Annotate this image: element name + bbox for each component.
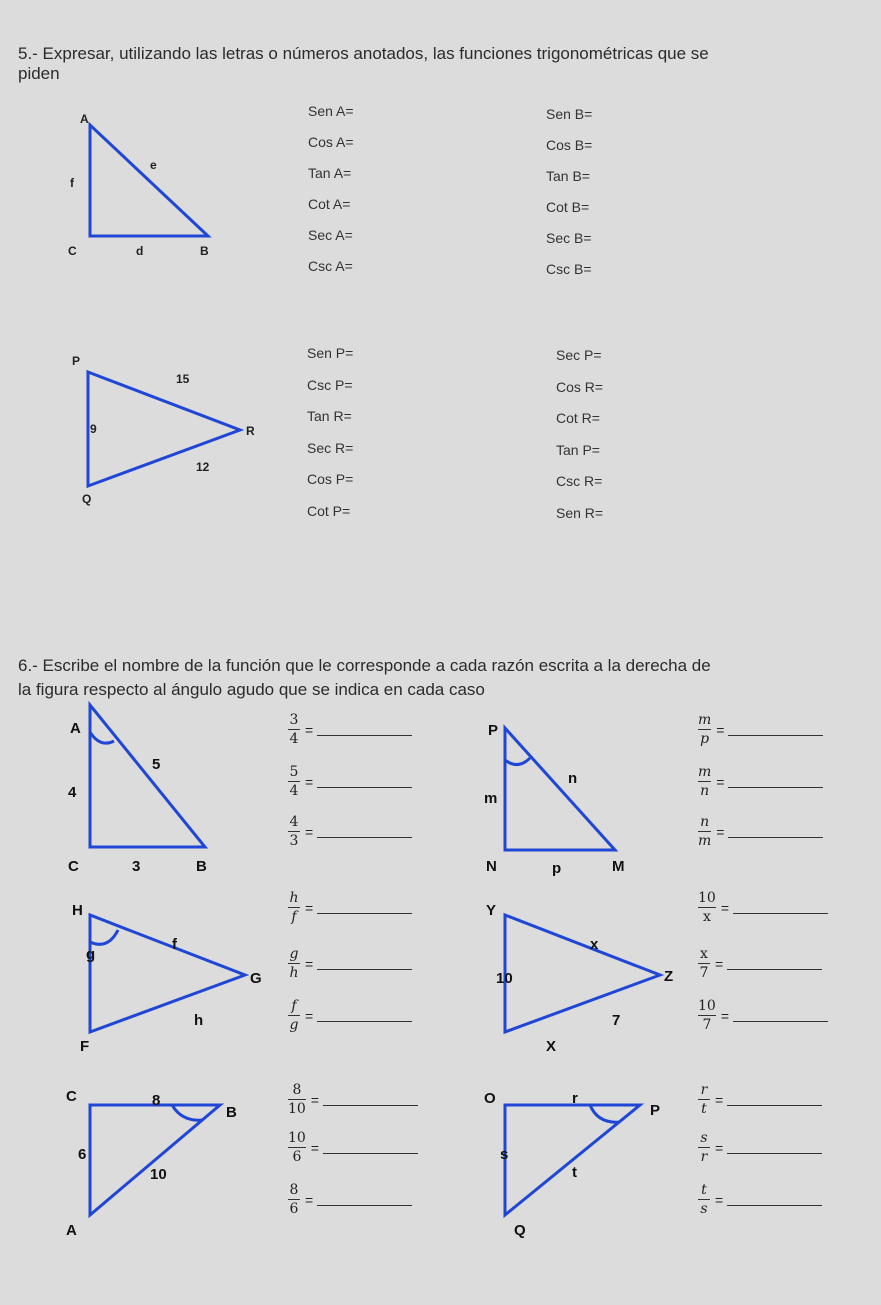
answer-blank[interactable] [727,1141,822,1154]
fraction [288,1182,300,1217]
t4-vertex-x: X [546,1038,557,1055]
fraction-bar [288,729,300,730]
eq-tan-p: Tan P= [556,441,600,458]
fraction-bar [698,1147,710,1148]
fraction [288,1130,306,1165]
numerator: r [700,1082,708,1098]
fraction-bar [698,831,711,832]
denominator: x [702,909,711,925]
numerator: 5 [289,764,299,780]
eq-sen-r: Sen R= [556,504,604,521]
t5-vertex-b: B [226,1104,237,1121]
side-f: f [70,176,74,190]
equals-sign: = [715,955,724,972]
equals-sign: = [305,955,314,972]
t4-ratio-2 [698,946,822,981]
fraction [698,712,711,747]
t2-ratio-1 [698,712,823,747]
denominator: t [701,1101,707,1117]
numerator: g [289,946,299,962]
t5-top: 8 [152,1092,161,1109]
equals-sign: = [720,899,730,916]
denominator: 7 [702,1017,712,1033]
vertex-b: B [200,244,209,258]
eq-cot-p: Cot P= [307,502,351,519]
t3-hyp: f [172,936,177,953]
denominator: m [698,833,712,849]
equals-sign: = [715,1191,724,1208]
t1-hyp: 5 [152,756,161,773]
answer-blank[interactable] [733,1009,828,1022]
eq-sen-b: Sen B= [546,106,593,122]
t2-vertex-n: N [486,858,497,875]
numerator: 3 [289,712,299,728]
t3-ratio-1 [288,890,412,925]
t4-hyp: x [590,936,599,953]
vertex-p: P [72,354,81,368]
t1-vertex-b: B [196,858,207,875]
numerator: 10 [698,998,716,1014]
fraction-bar [698,1099,710,1100]
fraction-bar [288,831,300,832]
q5-title-line1: 5.- Expresar, utilizando las letras o números anotados, las funciones trigonométricas que se [18,44,709,63]
t6-top: r [572,1090,578,1107]
t3-vertex-h: H [72,902,83,919]
answer-blank[interactable] [733,901,828,914]
denominator: 7 [699,965,709,981]
answer-blank[interactable] [317,901,412,914]
t6-hyp: t [572,1164,577,1181]
t6-vertex-q: Q [514,1222,526,1239]
fraction-bar [288,1147,306,1148]
t4-ratio-1 [698,890,828,925]
eq-sec-a: Sec A= [308,227,353,243]
fraction [698,1082,710,1117]
t2-vertex-m: M [612,858,625,875]
fraction [698,1130,710,1165]
t6-ratio-1 [698,1082,822,1117]
answer-blank[interactable] [727,1193,822,1206]
fraction-bar [698,729,711,730]
eq-csc-r: Csc R= [556,473,603,489]
t1-vertex-a: A [70,720,81,737]
t1-ratio-1 [288,712,412,747]
tri1-col2 [546,106,592,292]
numerator: f [291,998,297,1014]
fraction-bar [698,781,711,782]
t3-vertex-f: F [80,1038,90,1055]
t5-vertex-c: C [66,1088,77,1105]
tri2-col1 [307,345,353,534]
answer-blank[interactable] [727,1093,822,1106]
eq-cos-r: Cos R= [556,378,604,395]
fraction-bar [698,1015,716,1016]
numerator: s [700,1130,708,1146]
vertex-c: C [68,244,77,258]
denominator: r [700,1149,708,1165]
answer-blank[interactable] [728,825,823,838]
fraction [288,998,300,1033]
equals-sign: = [716,721,725,738]
t4-left: 10 [496,970,513,987]
t3-bottom: h [194,1012,204,1029]
fraction-bar [698,907,716,908]
equals-sign: = [305,1191,314,1208]
denominator: s [700,1201,708,1217]
answer-blank[interactable] [317,957,412,970]
fraction [288,764,300,799]
t2-hyp: n [568,770,578,787]
fraction-bar [698,1199,710,1200]
eq-sec-b: Sec B= [546,230,592,246]
fraction [288,946,300,981]
fraction [698,998,716,1033]
denominator: g [289,1017,299,1033]
equals-sign: = [715,1139,724,1156]
fraction [288,814,300,849]
side-15: 15 [176,372,190,386]
t5-hyp: 10 [150,1166,167,1183]
eq-cos-b: Cos B= [546,137,593,153]
t2-ratio-2 [698,764,823,799]
denominator: 10 [288,1101,306,1117]
equals-sign: = [305,773,314,790]
t3-ratio-2 [288,946,412,981]
vertex-q: Q [82,492,92,506]
t5-ratio-1 [288,1082,418,1117]
t1-ratio-2 [288,764,412,799]
equals-sign: = [715,1091,724,1108]
t5-ratio-2 [288,1130,418,1165]
numerator: m [698,712,712,728]
fraction [698,946,710,981]
t2-left: m [484,790,498,807]
t1-ratio-3 [288,814,412,849]
numerator: m [698,764,712,780]
denominator: 4 [289,783,299,799]
numerator: 10 [698,890,716,906]
numerator: 10 [288,1130,306,1146]
fraction [288,890,300,925]
eq-csc-a: Csc A= [308,258,353,274]
eq-tan-a: Tan A= [308,165,352,181]
fraction-bar [288,907,300,908]
q6-title-line1: 6.- Escribe el nombre de la función que le corresponde a cada razón escrita a la derecha de [18,656,711,675]
numerator: 8 [289,1182,299,1198]
fraction [288,1082,306,1117]
t3-ratio-3 [288,998,412,1033]
denominator: 6 [292,1149,302,1165]
numerator: t [701,1182,707,1198]
answer-blank[interactable] [728,723,823,736]
answer-blank[interactable] [323,1141,418,1154]
q5-title-line2: piden [18,64,60,83]
eq-csc-p: Csc P= [307,376,353,393]
t6-ratio-2 [698,1130,822,1165]
eq-csc-b: Csc B= [546,261,592,277]
answer-blank[interactable] [317,723,412,736]
eq-sec-r: Sec R= [307,439,354,456]
t2-bottom: p [552,860,562,877]
t6-ratio-3 [698,1182,822,1217]
fraction-bar [288,963,300,964]
t2-ratio-3 [698,814,823,849]
fraction-bar [698,963,710,964]
vertex-a: A [80,112,89,126]
eq-cot-b: Cot B= [546,199,590,215]
fraction [698,1182,710,1217]
t3-left: g [86,946,96,963]
fraction-bar [288,1099,306,1100]
equals-sign: = [305,1007,314,1024]
denominator: p [700,731,710,747]
eq-cos-p: Cos P= [307,471,354,487]
eq-cos-a: Cos A= [308,134,354,150]
fraction-bar [288,1199,300,1200]
numerator: n [700,814,710,830]
t1-vertex-c: C [68,858,79,875]
answer-blank[interactable] [317,825,412,838]
t4-ratio-3 [698,998,828,1033]
equals-sign: = [305,899,314,916]
numerator: h [289,890,299,906]
vertex-r: R [246,424,255,438]
numerator: x [700,946,708,962]
t1-left: 4 [68,784,77,801]
answer-blank[interactable] [317,775,412,788]
equals-sign: = [716,773,725,790]
fraction-bar [288,1015,300,1016]
fraction [698,890,716,925]
equals-sign: = [305,721,314,738]
eq-sen-a: Sen A= [308,103,354,119]
eq-sec-p: Sec P= [556,347,602,363]
fraction-bar [288,781,300,782]
answer-blank[interactable] [728,775,823,788]
fraction [698,764,711,799]
eq-cot-r: Cot R= [556,410,600,426]
eq-sen-p: Sen P= [307,345,354,361]
t4-bottom: 7 [612,1012,621,1029]
equals-sign: = [305,823,314,840]
t1-bottom: 3 [132,858,141,875]
t6-left: s [500,1146,509,1163]
t5-left: 6 [78,1146,87,1163]
denominator: 4 [289,731,299,747]
tri1-col1 [308,103,354,289]
numerator: 8 [292,1082,302,1098]
answer-blank[interactable] [323,1093,418,1106]
equals-sign: = [310,1139,320,1156]
denominator: f [291,909,297,925]
side-d: d [136,244,144,258]
side-e: e [150,158,157,172]
t3-vertex-g: G [250,970,262,987]
side-12: 12 [196,460,210,474]
t4-vertex-z: Z [664,968,674,985]
t4-vertex-y: Y [486,902,497,919]
denominator: n [700,783,710,799]
tri2-col2 [556,347,603,536]
equals-sign: = [716,823,725,840]
t5-vertex-a: A [66,1222,77,1239]
answer-blank[interactable] [317,1193,412,1206]
equals-sign: = [310,1091,320,1108]
eq-cot-a: Cot A= [308,196,351,212]
t2-vertex-p: P [488,722,499,739]
numerator: 4 [289,814,299,830]
eq-tan-r: Tan R= [307,408,352,424]
denominator: 6 [289,1201,299,1217]
t5-ratio-3 [288,1182,412,1217]
t6-vertex-o: O [484,1090,496,1107]
equals-sign: = [720,1007,730,1024]
denominator: 3 [289,833,299,849]
answer-blank[interactable] [317,1009,412,1022]
eq-tan-b: Tan B= [546,168,590,184]
q6-title-line2: la figura respecto al ángulo agudo que se indica en cada caso [18,680,485,699]
t6-vertex-p: P [650,1102,661,1119]
denominator: h [289,965,299,981]
side-9: 9 [90,422,97,436]
fraction [698,814,711,849]
answer-blank[interactable] [727,957,822,970]
fraction [288,712,300,747]
